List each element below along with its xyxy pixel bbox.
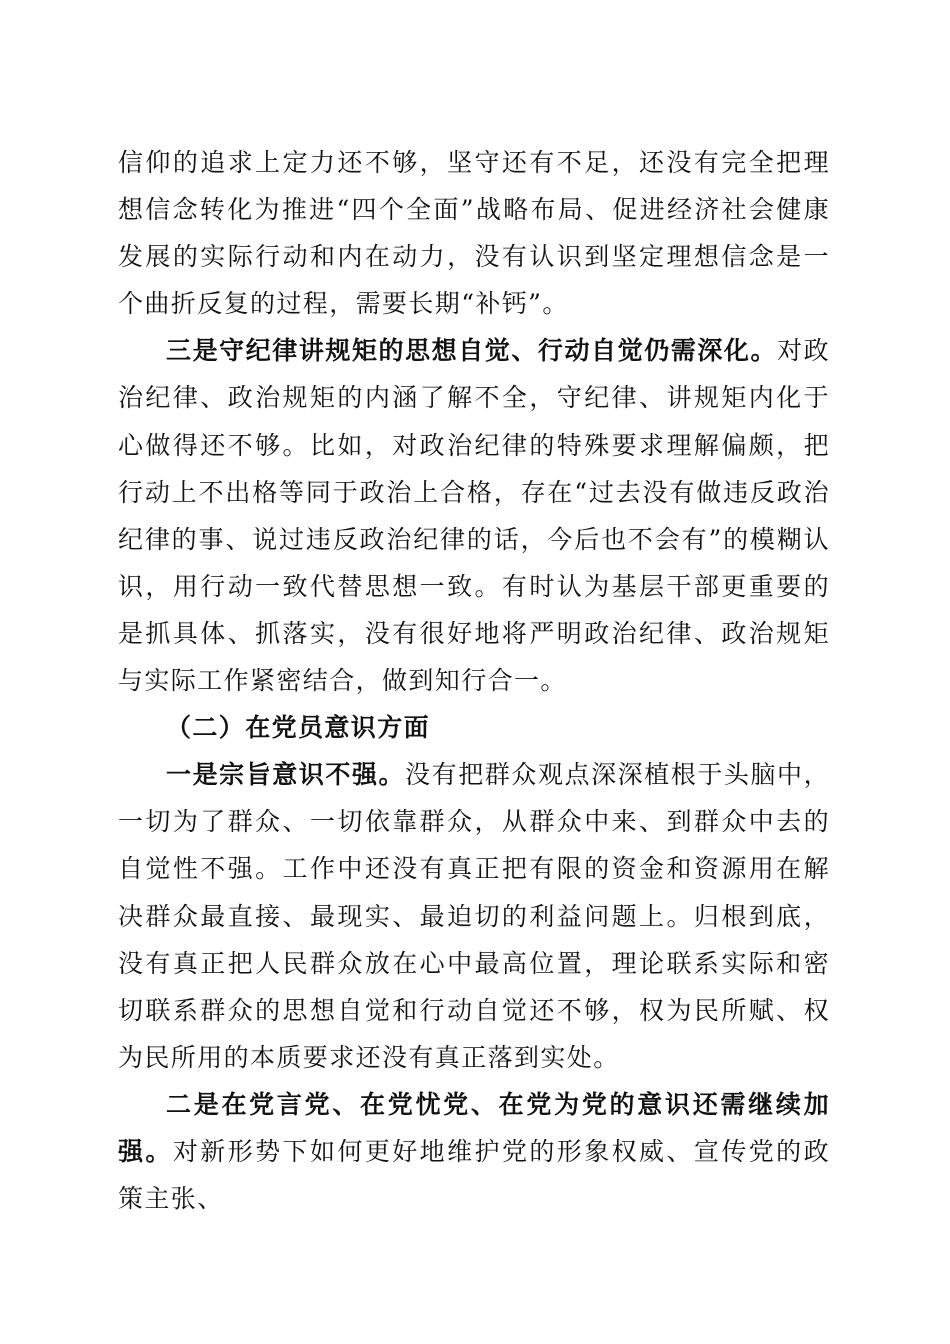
paragraph-2-lead: 三是守纪律讲规矩的思想自觉、行动自觉仍需深化。 — [166, 336, 778, 366]
section-heading-text: （二）在党员意识方面 — [166, 713, 431, 743]
section-heading — [118, 704, 830, 751]
paragraph-2-text: 对政治纪律、政治规矩的内涵了解不全，守纪律、讲规矩内化于心做得还不够。比如，对政治纪律的特殊要求理解偏颇，把行动上不出格等同于政治上合格，存在“过去没有做违反政治纪律的事、说过违反政治纪律的话，今后也不会有”的模糊认识，用行动一致代替思想一致。有时认为基层干部更重要的是抓具体、抓落实，没有很好地将严明政治纪律、政治规矩与实际工作紧密结合，做到知行合一。 — [118, 336, 830, 696]
paragraph-3-text: 没有把群众观点深深植根于头脑中，一切为了群众、一切依靠群众，从群众中来、到群众中去的自觉性不强。工作中还没有真正把有限的资金和资源用在解决群众最直接、最现实、最迫切的利益问题上。归根到底，没有真正把人民群众放在心中最高位置，理论联系实际和密切联系群众的思想自觉和行动自觉还不够，权为民所赋、权为民所用的本质要求还没有真正落到实处。 — [118, 760, 831, 1072]
paragraph-1 — [118, 139, 830, 327]
paragraph-4-lead: 二是在党言党、在党忧党、在党为党的意识还需继续加强。 — [118, 1089, 830, 1166]
paragraph-4 — [118, 1081, 830, 1222]
paragraph-1-text: 信仰的追求上定力还不够，坚守还有不足，还没有完全把理想信念转化为推进“四个全面”战略布局、促进经济社会健康发展的实际行动和内在动力，没有认识到坚定理想信念是一个曲折反复的过程，需要长期“补钙”。 — [118, 148, 830, 319]
paragraph-3 — [118, 751, 830, 1081]
paragraph-2 — [118, 327, 830, 704]
paragraph-3-lead: 一是宗旨意识不强。 — [166, 760, 406, 790]
document-body — [118, 139, 830, 1222]
paragraph-4-text: 对新形势下如何更好地维护党的形象权威、宣传党的政策主张、 — [118, 1136, 830, 1214]
